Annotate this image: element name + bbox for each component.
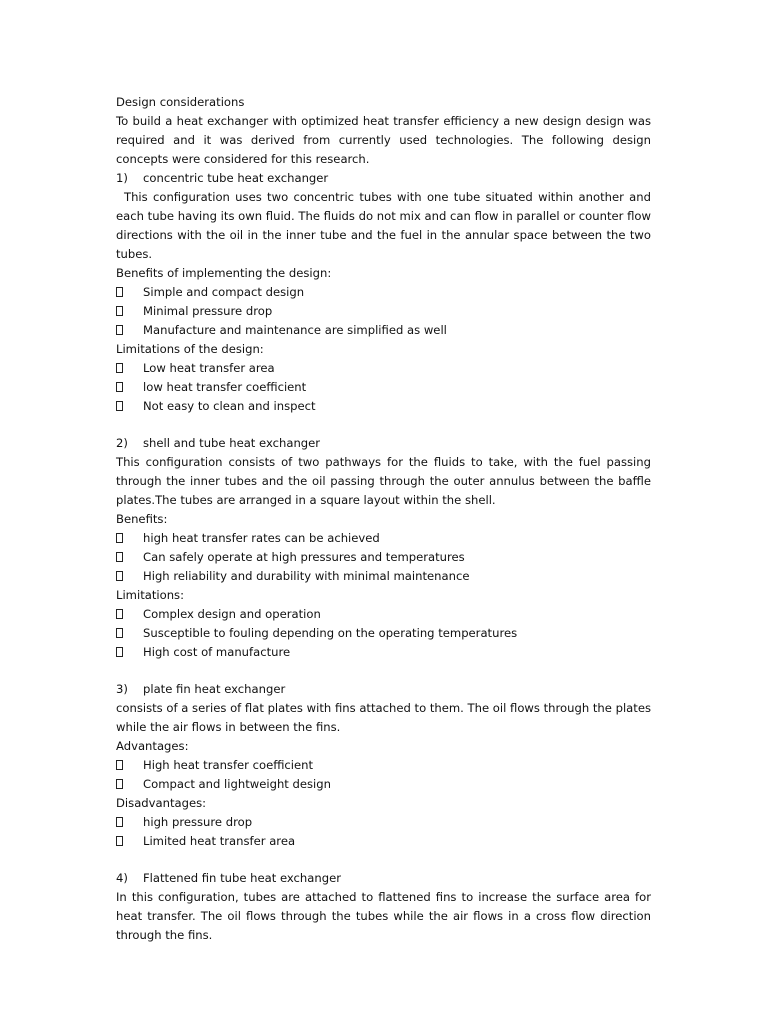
bullet-box-icon bbox=[116, 302, 143, 321]
bullet-box-icon bbox=[116, 605, 143, 624]
bullet-box-icon bbox=[116, 756, 143, 775]
section-3-pros-label: Advantages: bbox=[116, 739, 189, 753]
section-title: Flattened fin tube heat exchanger bbox=[143, 871, 341, 885]
list-item: Complex design and operation bbox=[116, 605, 651, 624]
section-title: concentric tube heat exchanger bbox=[143, 171, 329, 185]
section-2-cons-label: Limitations: bbox=[116, 588, 185, 602]
bullet-box-icon bbox=[116, 643, 143, 662]
bullet-box-icon bbox=[116, 813, 143, 832]
bullet-box-icon bbox=[116, 283, 143, 302]
section-4-title bbox=[116, 869, 651, 888]
list-item: Not easy to clean and inspect bbox=[116, 397, 651, 416]
bullet-box-icon bbox=[116, 567, 143, 586]
section-number: 3) bbox=[116, 682, 128, 696]
list-item: high pressure drop bbox=[116, 813, 651, 832]
bullet-box-icon bbox=[116, 378, 143, 397]
list-item: High cost of manufacture bbox=[116, 643, 651, 662]
paragraph-gap bbox=[116, 851, 651, 869]
document-heading: Design considerations bbox=[116, 95, 245, 109]
list-item: Compact and lightweight design bbox=[116, 775, 651, 794]
section-2-title bbox=[116, 434, 651, 453]
section-4-description: In this configuration, tubes are attached to flattened fins to increase the surface area for heat transfer. The oil flows through the tubes while the air flows in a cross flow direction through the fins. bbox=[116, 890, 651, 942]
section-2-description: This configuration consists of two pathways for the fluids to take, with the fuel passing through the inner tubes and the oil passing through the outer annulus between the baffle plates.The tubes are arranged in a square layout within the shell. bbox=[116, 455, 651, 507]
paragraph-gap bbox=[116, 416, 651, 434]
bullet-box-icon bbox=[116, 397, 143, 416]
section-1-title bbox=[116, 169, 651, 188]
bullet-box-icon bbox=[116, 359, 143, 378]
list-item: High reliability and durability with minimal maintenance bbox=[116, 567, 651, 586]
section-3-description: consists of a series of flat plates with fins attached to them. The oil flows through the plates while the air flows in between the fins. bbox=[116, 701, 651, 734]
list-item: High heat transfer coefficient bbox=[116, 756, 651, 775]
list-item: low heat transfer coefficient bbox=[116, 378, 651, 397]
bullet-box-icon bbox=[116, 321, 143, 340]
list-item: high heat transfer rates can be achieved bbox=[116, 529, 651, 548]
list-item: Low heat transfer area bbox=[116, 359, 651, 378]
bullet-box-icon bbox=[116, 529, 143, 548]
bullet-box-icon bbox=[116, 775, 143, 794]
section-number: 1) bbox=[116, 171, 128, 185]
list-item: Manufacture and maintenance are simplified as well bbox=[116, 321, 651, 340]
section-1-pros-label: Benefits of implementing the design: bbox=[116, 266, 332, 280]
section-title: plate fin heat exchanger bbox=[143, 682, 286, 696]
section-title: shell and tube heat exchanger bbox=[143, 436, 321, 450]
list-item: Susceptible to fouling depending on the operating temperatures bbox=[116, 624, 651, 643]
section-1-cons-label: Limitations of the design: bbox=[116, 342, 264, 356]
document-page bbox=[116, 93, 651, 945]
section-3-title bbox=[116, 680, 651, 699]
list-item: Can safely operate at high pressures and temperatures bbox=[116, 548, 651, 567]
bullet-box-icon bbox=[116, 624, 143, 643]
bullet-box-icon bbox=[116, 832, 143, 851]
section-2-pros-label: Benefits: bbox=[116, 512, 168, 526]
section-1-description: This configuration uses two concentric tubes with one tube situated within another and each tube having its own fluid. The fluids do not mix and can flow in parallel or counter flow directions with the oil in the inner tube and the fuel in the annular space between the two tubes. bbox=[116, 190, 651, 261]
bullet-box-icon bbox=[116, 548, 143, 567]
section-3-cons-label: Disadvantages: bbox=[116, 796, 207, 810]
section-number: 4) bbox=[116, 871, 128, 885]
intro-paragraph: To build a heat exchanger with optimized heat transfer efficiency a new design design was required and it was derived from currently used technologies. The following design concepts were considered for this research. bbox=[116, 114, 651, 166]
section-number: 2) bbox=[116, 436, 128, 450]
list-item: Simple and compact design bbox=[116, 283, 651, 302]
paragraph-gap bbox=[116, 662, 651, 680]
list-item: Minimal pressure drop bbox=[116, 302, 651, 321]
list-item: Limited heat transfer area bbox=[116, 832, 651, 851]
